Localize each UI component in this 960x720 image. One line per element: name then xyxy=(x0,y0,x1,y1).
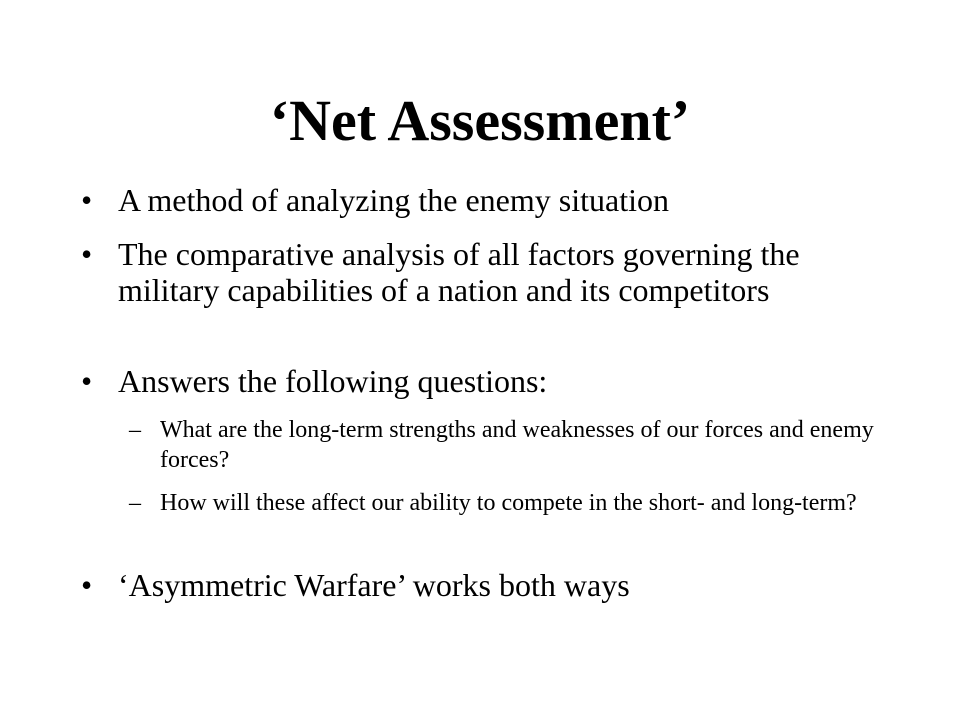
bullet-item xyxy=(81,236,878,309)
bullet-text: The comparative analysis of all factors governing the military capabilities of a nation and its competitors xyxy=(118,236,800,308)
bullet-item xyxy=(81,182,878,219)
sub-bullet-text: What are the long-term strengths and weaknesses of our forces and enemy forces? xyxy=(160,417,874,473)
bullet-text: ‘Asymmetric Warfare’ works both ways xyxy=(118,567,630,603)
bullet-item xyxy=(81,363,878,400)
bullet-text: Answers the following questions: xyxy=(118,363,548,399)
sub-bullet-marker: – xyxy=(129,417,141,443)
bullet-marker: • xyxy=(81,236,93,272)
sub-bullet-item xyxy=(129,488,890,518)
bullet-text: A method of analyzing the enemy situation xyxy=(118,182,669,218)
bullet-marker: • xyxy=(81,363,93,399)
bullet-item xyxy=(81,567,878,604)
sub-bullet-item xyxy=(129,415,890,475)
bullet-marker: • xyxy=(81,567,93,603)
sub-bullet-text: How will these affect our ability to compete in the short- and long-term? xyxy=(160,490,857,516)
bullet-marker: • xyxy=(81,182,93,218)
sub-bullet-marker: – xyxy=(129,490,141,516)
slide-title: ‘Net Assessment’ xyxy=(269,88,691,153)
